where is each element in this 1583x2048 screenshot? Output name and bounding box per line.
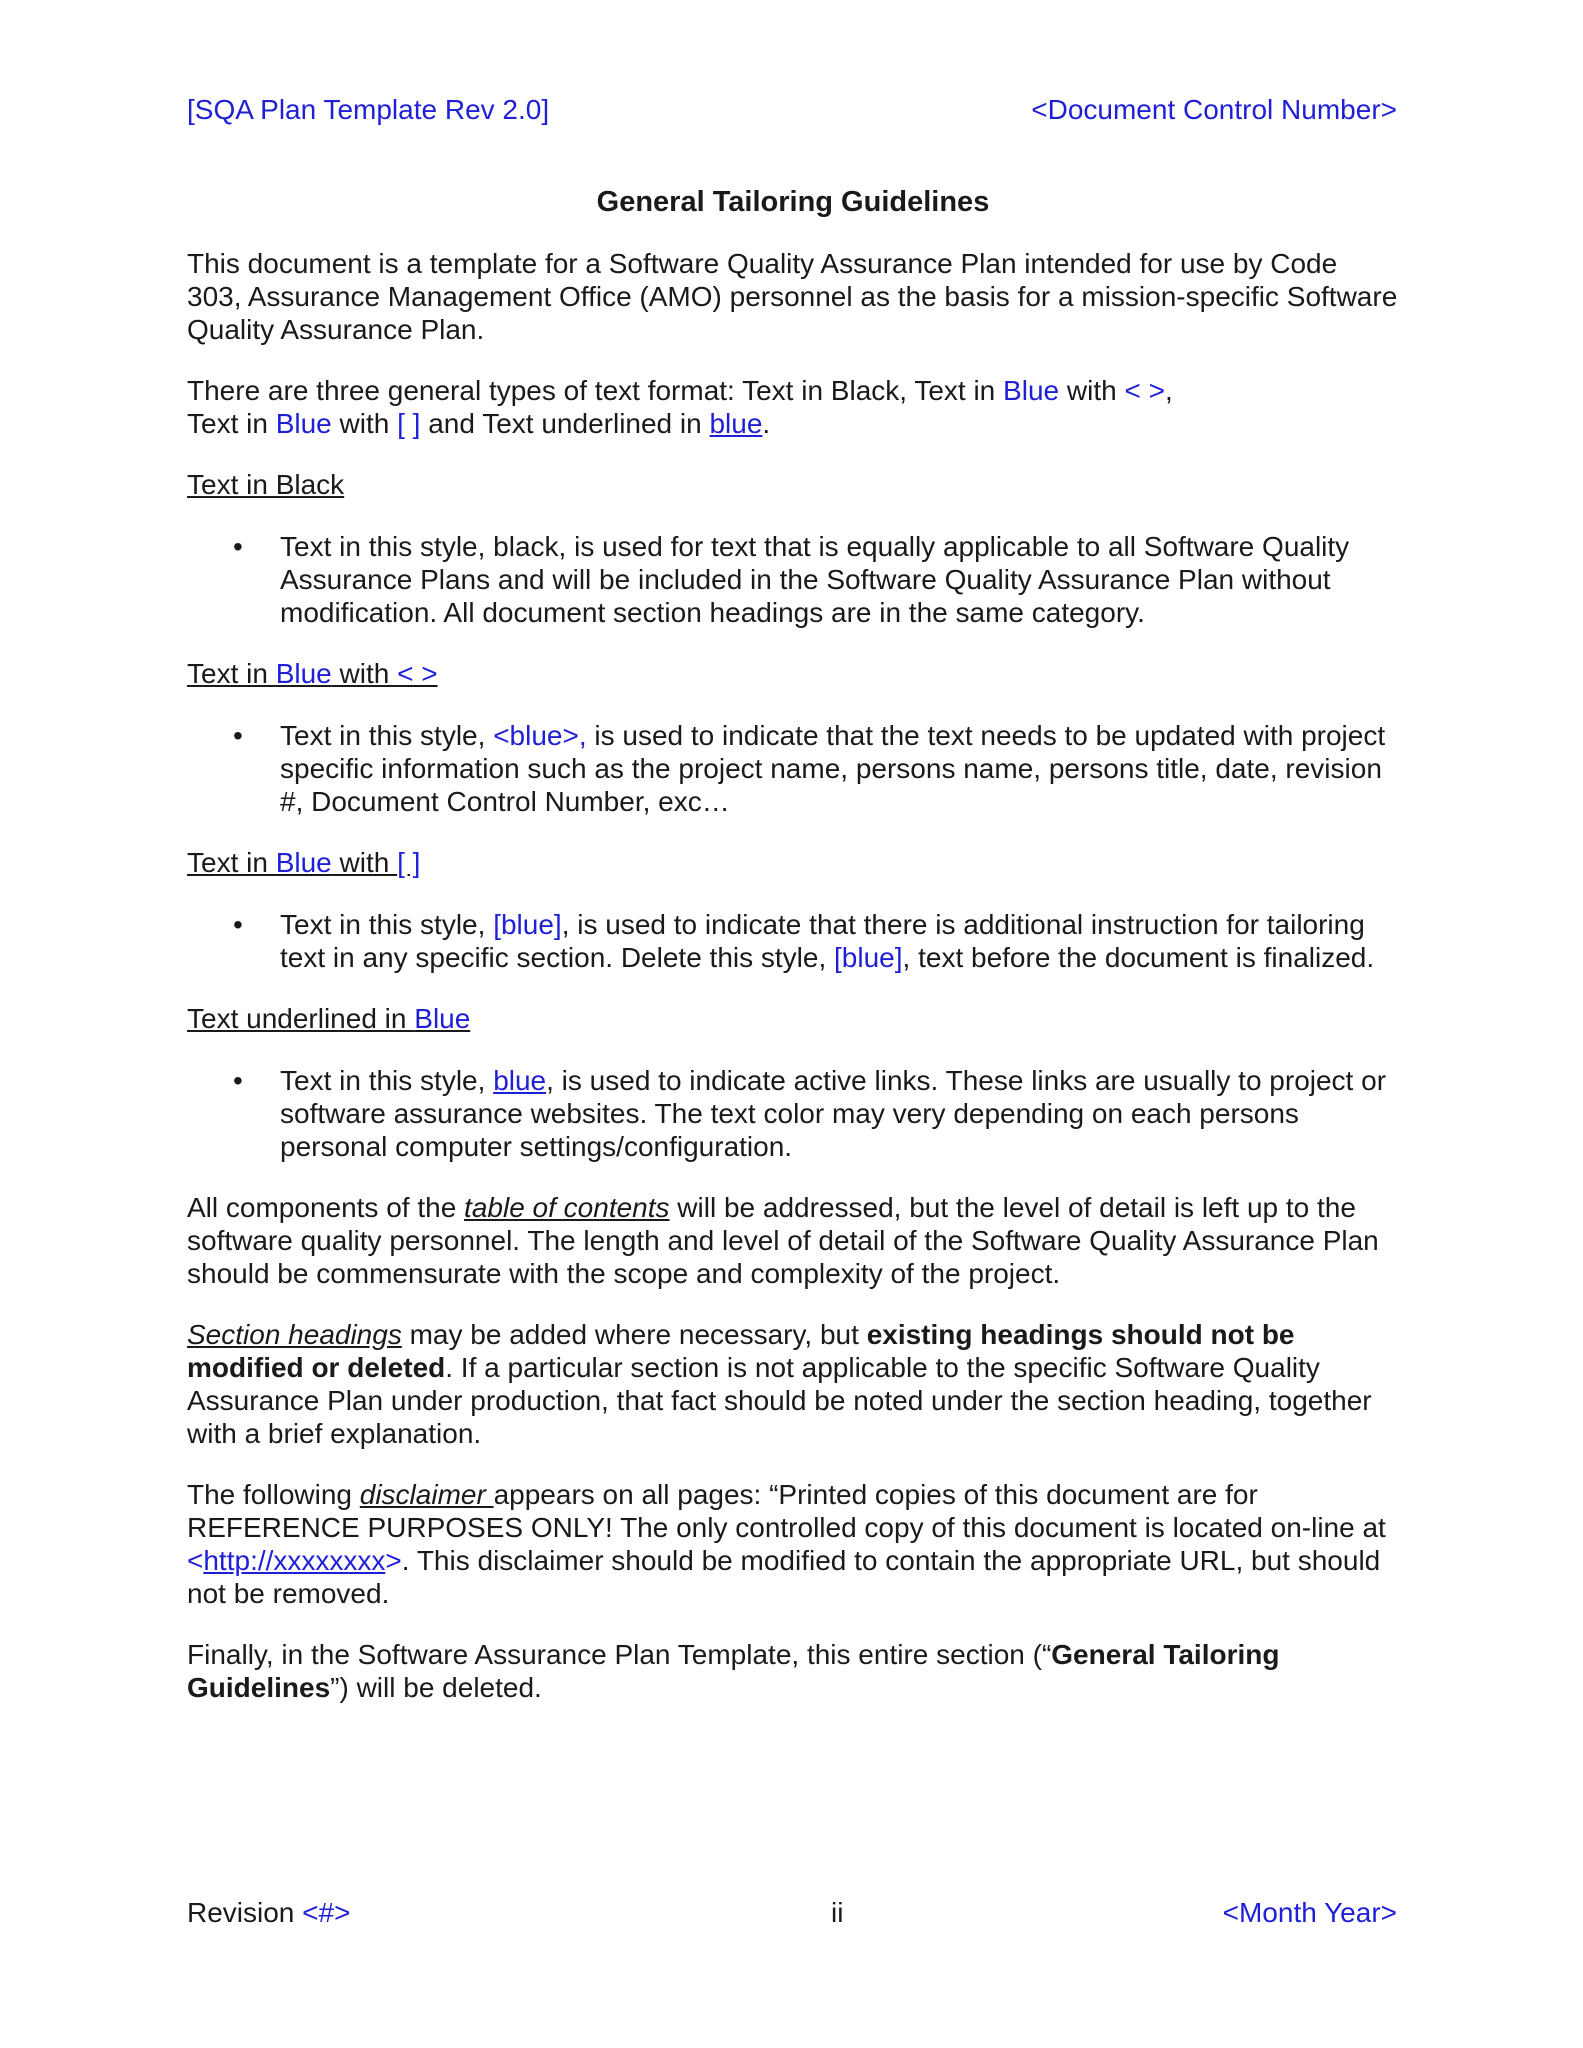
bullet-list-underline — [187, 1064, 1399, 1163]
bullet-icon: • — [233, 720, 243, 751]
text-format-paragraph: There are three general types of text format: Text in Black, Text in Blue with < >, Text in Blue with [ ] and Text underlined in blue. — [187, 375, 1173, 439]
template-revision-label: [SQA Plan Template Rev 2.0] — [187, 94, 550, 125]
blue-link-example[interactable]: blue — [493, 1065, 547, 1096]
bullet-icon: • — [233, 909, 243, 940]
heading-text-underlined-blue: Text underlined in Blue — [187, 1003, 471, 1034]
section-headings-paragraph: Section headings may be added where necessary, but existing headings should not be modified or deleted. If a particular section is not applicable to the specific Software Quality Assurance Plan under production, that fact should be noted under the section heading, together with a brief explanation. — [187, 1319, 1372, 1449]
blue-link-sample[interactable]: blue — [709, 408, 763, 439]
document-control-number: <Document Control Number> — [1031, 94, 1397, 125]
bullet-list-square — [187, 908, 1399, 974]
intro-paragraph: This document is a template for a Software Quality Assurance Plan intended for use by Code 303, Assurance Management Office (AMO) personnel as the basis for a mission-specific Software Quality Assurance Plan. — [187, 248, 1398, 345]
bullet-icon: • — [233, 1065, 243, 1096]
month-year-label: <Month Year> — [1222, 1897, 1397, 1928]
list-item: • Text in this style, black, is used for text that is equally applicable to all Software Quality Assurance Plans and will be included in the Software Quality Assurance Plan without modification. All document section headings are in the same category. — [233, 531, 1350, 628]
bullet-list-angle — [187, 719, 1399, 818]
page-footer — [187, 1895, 1397, 1935]
list-item: • Text in this style, <blue>, is used to indicate that the text needs to be updated with project specific information such as the project name, persons name, persons title, date, revision #, Document Control Number, exc… — [233, 720, 1386, 817]
list-item: • Text in this style, [blue], is used to indicate that there is additional instruction for tailoring text in any specific section. Delete this style, [blue], text before the document is finalized. — [233, 909, 1375, 973]
revision-label: Revision <#> — [187, 1897, 351, 1928]
page-number: ii — [831, 1897, 844, 1928]
bullet-icon: • — [233, 531, 243, 562]
revision-number: <#> — [302, 1897, 351, 1928]
disclaimer-paragraph: The following disclaimer appears on all pages: “Printed copies of this document are for REFERENCE PURPOSES ONLY! The only controlled copy of this document is located on-line at <http://xxxxxxxx>. This disclaimer should be modified to contain the appropriate URL, but should not be removed. — [187, 1479, 1386, 1609]
bullet-list-black — [187, 530, 1399, 629]
heading-text-in-black: Text in Black — [187, 469, 345, 500]
components-paragraph: All components of the table of contents will be addressed, but the level of detail is left up to the software quality personnel. The length and level of detail of the Software Quality Assurance Plan should be commensurate with the scope and complexity of the project. — [187, 1192, 1379, 1289]
page-header — [187, 92, 1397, 132]
page-title: General Tailoring Guidelines — [596, 186, 990, 218]
heading-text-in-blue-square: Text in Blue with [ ] — [187, 847, 421, 878]
disclaimer-url-link[interactable]: http://xxxxxxxx — [203, 1545, 386, 1576]
final-paragraph: Finally, in the Software Assurance Plan Template, this entire section (“General Tailoring Guidelines”) will be deleted. — [187, 1639, 1280, 1703]
page-content — [187, 184, 1399, 1732]
heading-text-in-blue-angle: Text in Blue with < > — [187, 658, 438, 689]
list-item: • Text in this style, blue, is used to indicate active links. These links are usually to project or software assurance websites. The text color may very depending on each persons personal computer settings/configuration. — [233, 1065, 1387, 1162]
